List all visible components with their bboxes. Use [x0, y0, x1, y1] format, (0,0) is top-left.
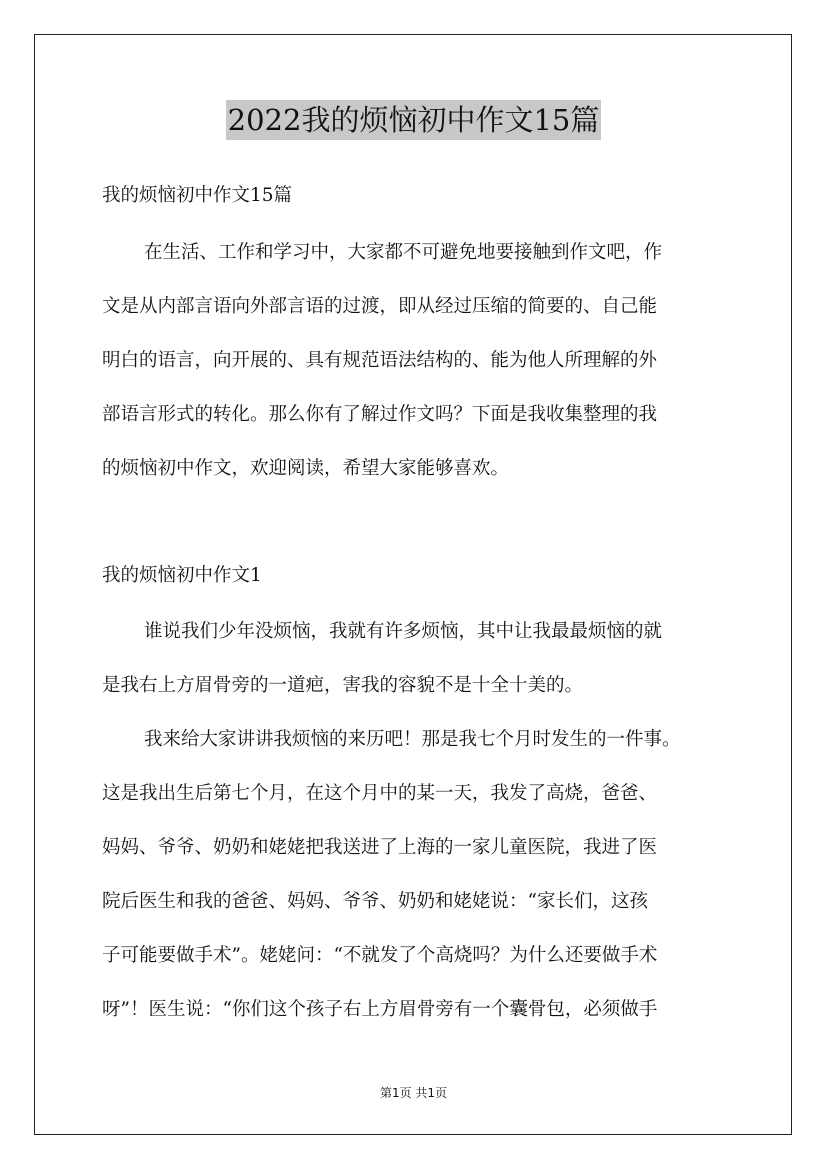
paragraph-line: 子可能要做手术”。姥姥问：“不就发了个高烧吗？为什么还要做手术: [102, 945, 658, 966]
intro-line: 在生活、工作和学习中，大家都不可避免地要接触到作文吧，作: [144, 242, 663, 263]
subtitle: 我的烦恼初中作文15篇: [102, 185, 293, 206]
intro-line: 部语言形式的转化。那么你有了解过作文吗？下面是我收集整理的我: [102, 404, 658, 425]
paragraph-line: 院后医生和我的爸爸、妈妈、爷爷、奶奶和姥姥说：“家长们，这孩: [102, 891, 648, 912]
page-footer: 第1页 共1页: [379, 1086, 448, 1100]
paragraph-line: 妈妈、爷爷、奶奶和姥姥把我送进了上海的一家儿童医院，我进了医: [102, 837, 658, 858]
paragraph-line: 我来给大家讲讲我烦恼的来历吧！那是我七个月时发生的一件事。: [144, 729, 681, 750]
paragraph-line: 这是我出生后第七个月，在这个月中的某一天，我发了高烧，爸爸、: [102, 783, 658, 804]
intro-line: 明白的语言，向开展的、具有规范语法结构的、能为他人所理解的外: [102, 350, 658, 371]
paragraph-line: 是我右上方眉骨旁的一道疤，害我的容貌不是十全十美的。: [102, 675, 584, 696]
document-title: 2022我的烦恼初中作文15篇: [226, 100, 602, 140]
paragraph-line: 谁说我们少年没烦恼，我就有许多烦恼，其中让我最最烦恼的就: [144, 621, 663, 642]
section-heading: 我的烦恼初中作文1: [102, 565, 262, 586]
intro-line: 的烦恼初中作文，欢迎阅读，希望大家能够喜欢。: [102, 458, 510, 479]
intro-line: 文是从内部言语向外部言语的过渡，即从经过压缩的简要的、自己能: [102, 296, 658, 317]
paragraph-line: 呀”！医生说：“你们这个孩子右上方眉骨旁有一个囊骨包，必须做手: [102, 999, 658, 1020]
title-container: [0, 100, 827, 140]
